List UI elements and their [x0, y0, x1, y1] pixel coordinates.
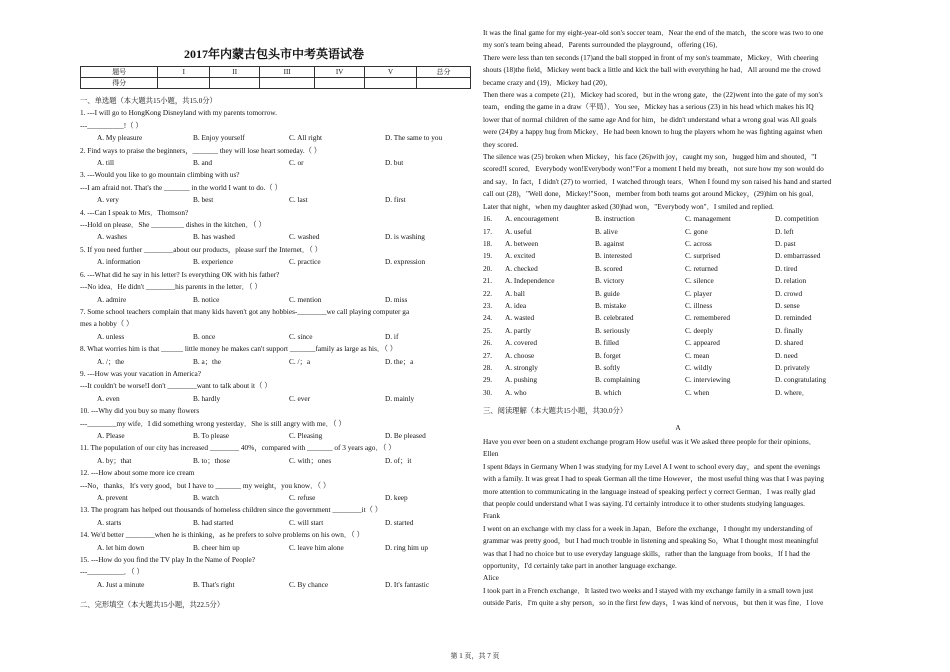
cloze-option[interactable]: B. which: [595, 387, 622, 397]
cloze-option[interactable]: C. mean: [685, 350, 710, 360]
reading-line: outside Paris．I'm quite a shy person，so in the first few days，I was kind of nervous，but then it was fine．I love: [483, 598, 824, 608]
question-item: [80, 269, 468, 306]
cloze-option[interactable]: D. finally: [775, 325, 803, 335]
question-item: [80, 405, 468, 442]
answer-option[interactable]: C. since: [289, 331, 313, 341]
score-cell: 题号: [81, 67, 158, 78]
answer-option[interactable]: A. by；that: [97, 455, 132, 465]
reading-line: I went on an exchange with my class for a week in Japan．Before the exchange，I thought my understanding of: [483, 523, 813, 533]
question-text: ---__________!（ ）: [80, 120, 143, 130]
question-item: [80, 504, 468, 529]
question-item: [80, 207, 468, 244]
question-text: ---I am afraid not. That's the _______ in the world I want to do.（ ）: [80, 182, 282, 192]
reading-line: grammar was pretty good，but I had much trouble in listening and speaking So，What I thought most meaningful: [483, 536, 819, 546]
cloze-option[interactable]: A. useful: [505, 226, 532, 236]
cloze-option-row: [483, 312, 873, 324]
answer-options: [80, 455, 468, 467]
question-text: 5. If you need further ________about our products，please surf the Internet．（ ）: [80, 244, 322, 254]
cloze-option[interactable]: A. excited: [505, 251, 535, 261]
cloze-option-row: [483, 387, 873, 399]
question-text: 7. Some school teachers complain that many kids haven't got any hobbies-________we call playing computer ga: [80, 306, 410, 316]
section-2-heading: 二、完形填空（本大题共15小题，共22.5分）: [80, 600, 225, 610]
right-column: [483, 0, 873, 610]
score-table-header-row: [81, 67, 471, 78]
answer-options: [80, 194, 468, 206]
cloze-option[interactable]: D. relation: [775, 276, 807, 286]
cloze-line: call out (28)，"Well done，Mickey!"Soon，member from both teams got around Mickey，(29)him on his goal．: [483, 189, 819, 199]
reading-line: I spent 8days in Germany When I was studying for my Level A I went to school every day，and spent the evenings: [483, 461, 821, 471]
answer-options: [80, 294, 468, 306]
cloze-option-row: [483, 350, 873, 362]
answer-option[interactable]: D. Be pleased: [385, 430, 426, 440]
cloze-option-row: [483, 238, 873, 250]
cloze-line: lower that of normal children of the same age And for him，he didn't understand what a wrong goal was All goals: [483, 114, 817, 124]
score-table-score-row: [81, 78, 471, 89]
cloze-option[interactable]: A. encouragement: [505, 214, 559, 224]
question-text: 8. What worries him is that ______ little money he makes can't support _______family as large as his．（ ）: [80, 344, 397, 354]
answer-option[interactable]: B. notice: [193, 294, 220, 304]
cloze-option[interactable]: B. guide: [595, 288, 620, 298]
answer-option[interactable]: A. even: [97, 393, 120, 403]
cloze-line: There were less than ten seconds (17)and the ball stopped in front of my son's teammate，Mickey．With cheering: [483, 52, 819, 62]
cloze-line: The silence was (25) broken when Mickey，his face (26)with joy，caught my son，hugged him and shouted，"I: [483, 152, 817, 162]
answer-option[interactable]: D. but: [385, 158, 404, 168]
cloze-line: Later that night，when my daughter asked (30)had won，"Everybody won"．I smiled and replied.: [483, 201, 774, 211]
cloze-number: 22.: [483, 288, 493, 298]
answer-options: [80, 542, 468, 554]
question-text: 3. ---Would you like to go mountain climbing with us?: [80, 170, 240, 180]
cloze-number: 21.: [483, 276, 493, 286]
question-item: [80, 442, 468, 467]
cloze-line: my son's team being ahead．Parents surrounded the playground，offering (16)．: [483, 40, 723, 50]
reading-line: more attention to communicating in the language instead of speaking perfect y correct German．I was really glad: [483, 486, 816, 496]
cloze-option[interactable]: B. forget: [595, 350, 621, 360]
cloze-option[interactable]: D. congratulating: [775, 375, 827, 385]
cloze-option[interactable]: C. surprised: [685, 251, 721, 261]
answer-options: [80, 231, 468, 243]
score-cell: 得分: [81, 78, 158, 89]
multiple-choice-questions: [80, 107, 468, 591]
answer-option[interactable]: B. best: [193, 195, 214, 205]
answer-option[interactable]: D. of；it: [385, 455, 412, 465]
answer-option[interactable]: A. till: [97, 158, 115, 168]
cloze-option[interactable]: C. player: [685, 288, 712, 298]
reading-passage-label: A: [675, 422, 681, 432]
answer-option[interactable]: B. a；the: [193, 356, 221, 366]
question-text: ---Hold on please．She _________ dishes in the kitchen．（ ）: [80, 220, 266, 230]
cloze-option-row: [483, 300, 873, 312]
answer-options: [80, 492, 468, 504]
cloze-option[interactable]: A. idea: [505, 300, 527, 310]
question-item: [80, 467, 468, 504]
question-item: [80, 107, 468, 144]
cloze-option[interactable]: A. covered: [505, 338, 538, 348]
cloze-option-row: [483, 263, 873, 275]
question-item: [80, 368, 468, 405]
answer-option[interactable]: D. keep: [385, 493, 408, 502]
cloze-option-row: [483, 250, 873, 262]
cloze-option-row: [483, 226, 873, 238]
cloze-option-row: [483, 275, 873, 287]
answer-option[interactable]: C. All right: [289, 133, 323, 143]
answer-options: [80, 579, 468, 591]
cloze-option[interactable]: D. left: [775, 226, 794, 236]
answer-option[interactable]: A. unless: [97, 331, 125, 341]
answer-option[interactable]: D. expression: [385, 257, 426, 267]
answer-option[interactable]: A. admire: [97, 294, 127, 304]
answer-option[interactable]: B. has washed: [193, 232, 235, 242]
cloze-option[interactable]: C. deeply: [685, 325, 713, 335]
answer-option[interactable]: D. ring him up: [385, 542, 428, 552]
cloze-option-row: [483, 213, 873, 225]
cloze-option[interactable]: C. appeared: [685, 338, 720, 348]
answer-option[interactable]: A. Just a minute: [97, 579, 145, 589]
score-cell: 总分: [417, 67, 471, 78]
cloze-number: 29.: [483, 375, 493, 385]
answer-option[interactable]: A. information: [97, 257, 141, 267]
question-text: 15. ---How do you find the TV play In the Name of People?: [80, 555, 256, 565]
question-text: ---It couldn't be worse!I don't ________want to talk about it（ ）: [80, 381, 272, 391]
reading-line: was that I had no choice but to use everyday language skills，rather than the language from books．If I had the: [483, 548, 811, 558]
question-text: ---No，thanks．It's very good，but I have to _______ my weight，you know．（ ）: [80, 480, 331, 490]
answer-option[interactable]: B. Enjoy yourself: [193, 133, 245, 143]
cloze-option[interactable]: B. victory: [595, 276, 625, 286]
cloze-option[interactable]: D. need: [775, 350, 798, 360]
cloze-option-row: [483, 362, 873, 374]
cloze-number: 18.: [483, 238, 493, 248]
answer-option[interactable]: A. Please: [97, 430, 125, 440]
answer-option[interactable]: C. with；ones: [289, 455, 332, 465]
cloze-option[interactable]: B. alive: [595, 226, 618, 236]
question-text: 14. We'd better ________when he is thinking，as he prefers to solve problems on his own．（ ）: [80, 530, 364, 540]
cloze-option[interactable]: B. against: [595, 238, 625, 248]
answer-option[interactable]: B. had started: [193, 517, 234, 527]
question-text: 12. ---How about some more ice cream: [80, 468, 195, 478]
answer-option[interactable]: B. to；those: [193, 455, 230, 465]
answer-option[interactable]: C. or: [289, 158, 304, 168]
cloze-number: 19.: [483, 251, 493, 261]
score-cell: [315, 78, 365, 89]
answer-option[interactable]: C. practice: [289, 257, 321, 267]
score-cell: [417, 78, 471, 89]
question-item: [80, 244, 468, 269]
answer-option[interactable]: D. first: [385, 195, 406, 205]
answer-options: [80, 517, 468, 529]
cloze-option[interactable]: D. embarrassed: [775, 251, 821, 261]
cloze-option[interactable]: A. partly: [505, 325, 531, 335]
cloze-line: scored!I scored．Everybody won!Everybody won!"For a moment I held my breath，not sure how my son would do: [483, 164, 824, 174]
reading-line: Alice: [483, 573, 499, 583]
cloze-option[interactable]: A. checked: [505, 263, 538, 273]
answer-option[interactable]: C. refuse: [289, 493, 316, 502]
reading-line: with a family. It was great I had to speak German all the time However，the most useful thing was that I was paying: [483, 474, 824, 484]
answer-option[interactable]: D. started: [385, 517, 414, 527]
cloze-option[interactable]: A. choose: [505, 350, 535, 360]
answer-options: [80, 331, 468, 343]
cloze-number: 27.: [483, 350, 493, 360]
cloze-line: and say．In fact，I didn't (27) to worried．I watched through tears．When I found my son raised his hand and started: [483, 176, 832, 186]
section-3-heading: 三、阅读理解（本大题共15小题，共30.0分）: [483, 406, 628, 416]
score-table: [80, 66, 471, 89]
reading-line: that people could understand what I was saying. I'd certainly introduce it to other students studying languages.: [483, 499, 805, 509]
reading-line: opportunity，I'd certainly take part in another language exchange.: [483, 561, 677, 571]
answer-option[interactable]: A. washes: [97, 232, 127, 242]
answer-option[interactable]: B. To please: [193, 430, 230, 440]
cloze-number: 17.: [483, 226, 493, 236]
answer-option[interactable]: B. hardly: [193, 393, 221, 403]
cloze-option[interactable]: C. returned: [685, 263, 718, 273]
cloze-passage: [483, 27, 873, 213]
cloze-option[interactable]: D. where．: [775, 387, 810, 397]
question-text: ---No idea．He didn't ________his parents in the letter．（ ）: [80, 282, 262, 292]
cloze-option-row: [483, 337, 873, 349]
answer-options: [80, 356, 468, 368]
cloze-option[interactable]: D. tired: [775, 263, 798, 273]
score-cell: III: [260, 67, 315, 78]
score-cell: II: [210, 67, 260, 78]
answer-option[interactable]: D. It's fantastic: [385, 579, 430, 589]
question-text: 13. The program has helped out thousands of homeless children since the government ________it（ ）: [80, 505, 383, 515]
answer-options: [80, 393, 468, 405]
answer-option[interactable]: B. experience: [193, 257, 234, 267]
cloze-option[interactable]: C. wildly: [685, 362, 713, 372]
cloze-option[interactable]: D. privately: [775, 362, 810, 372]
answer-option[interactable]: D. the；a: [385, 356, 414, 366]
answer-option[interactable]: D. The same to you: [385, 133, 443, 143]
answer-option[interactable]: A. /；the: [97, 356, 125, 366]
cloze-option[interactable]: B. filled: [595, 338, 619, 348]
answer-option[interactable]: A. starts: [97, 517, 122, 527]
cloze-option[interactable]: D. competition: [775, 214, 819, 224]
score-cell: [260, 78, 315, 89]
score-cell: [210, 78, 260, 89]
answer-option[interactable]: D. is washing: [385, 232, 425, 242]
answer-option[interactable]: C. last: [289, 195, 308, 205]
question-item: [80, 343, 468, 368]
cloze-line: It was the final game for my eight-year-old son's soccer team．Near the end of the match，the score was two to one: [483, 28, 824, 37]
left-column: [80, 0, 468, 612]
cloze-options: [483, 213, 873, 399]
question-text: 4. ---Can I speak to Mrs．Thomson?: [80, 207, 189, 217]
answer-options: [80, 157, 468, 169]
score-cell: IV: [315, 67, 365, 78]
question-item: [80, 529, 468, 554]
cloze-option[interactable]: C. interviewing: [685, 375, 731, 385]
cloze-option[interactable]: A. ball: [505, 288, 525, 298]
cloze-option[interactable]: C. when: [685, 387, 710, 397]
cloze-number: 20.: [483, 263, 493, 273]
cloze-option[interactable]: D. sense: [775, 300, 800, 310]
question-text: 10. ---Why did you buy so many flowers: [80, 406, 200, 416]
cloze-option[interactable]: D. crowd: [775, 288, 803, 298]
answer-option[interactable]: A. let him down: [97, 542, 145, 552]
cloze-option[interactable]: B. seriously: [595, 325, 630, 335]
answer-option[interactable]: C. By chance: [289, 579, 329, 589]
reading-line: I took part in a French exchange．It lasted two weeks and I stayed with my exchange family in a small town just: [483, 585, 814, 595]
answer-options: [80, 132, 468, 144]
answer-options: [80, 256, 468, 268]
cloze-option[interactable]: B. scored: [595, 263, 623, 273]
cloze-option[interactable]: C. silence: [685, 276, 714, 286]
cloze-line: Then there was a compete (21)．Mickey had scored，but in the wrong gate，the (22)went into the gate of my son's: [483, 90, 823, 100]
cloze-line: they scored.: [483, 139, 519, 149]
cloze-number: 16.: [483, 214, 493, 224]
answer-option[interactable]: C. Pleasing: [289, 430, 323, 440]
score-cell: I: [158, 67, 210, 78]
answer-option[interactable]: C. will start: [289, 517, 324, 527]
cloze-option[interactable]: C. across: [685, 238, 712, 248]
page-footer: 第 1 页，共 7 页: [450, 652, 500, 660]
cloze-number: 30.: [483, 387, 493, 397]
question-text: 1. ---I will go to HongKong Disneyland with my parents tomorrow.: [80, 108, 277, 118]
question-text: 9. ---How was your vacation in America?: [80, 368, 201, 378]
answer-option[interactable]: B. watch: [193, 493, 219, 502]
cloze-option[interactable]: D. reminded: [775, 313, 812, 323]
cloze-option[interactable]: C. illness: [685, 300, 713, 310]
answer-option[interactable]: C. mention: [289, 294, 322, 304]
cloze-option[interactable]: D. shared: [775, 338, 803, 348]
cloze-line: became crazy and (19)．Mickey had (20)．: [483, 77, 613, 87]
cloze-option[interactable]: B. softly: [595, 362, 621, 372]
answer-option[interactable]: B. cheer him up: [193, 542, 240, 552]
cloze-option[interactable]: A. Independence: [505, 276, 555, 286]
question-text: ---__________．（ ）: [80, 567, 144, 577]
answer-option[interactable]: B. once: [193, 331, 216, 341]
section-1-heading: 一、单选题（本大题共15小题，共15.0分）: [80, 96, 217, 105]
question-item: [80, 169, 468, 206]
cloze-number: 24.: [483, 313, 493, 323]
answer-option[interactable]: A. My pleasure: [97, 133, 143, 143]
answer-option[interactable]: D. miss: [385, 294, 408, 304]
cloze-option-row: [483, 374, 873, 386]
answer-option[interactable]: C. leave him alone: [289, 542, 344, 552]
answer-options: [80, 430, 468, 442]
question-item: [80, 145, 468, 170]
reading-line: Ellen: [483, 449, 499, 459]
cloze-option[interactable]: C. gone: [685, 226, 708, 236]
reading-passage: [483, 436, 873, 610]
question-text: 2. Find ways to praise the beginners，_______ they will lose heart someday.（ ）: [80, 145, 322, 155]
cloze-number: 25.: [483, 325, 493, 335]
cloze-number: 28.: [483, 362, 493, 372]
cloze-option[interactable]: C. remembered: [685, 313, 730, 323]
cloze-option[interactable]: A. wasted: [505, 313, 535, 323]
cloze-option[interactable]: A. pushing: [505, 375, 538, 385]
exam-title: 2017年内蒙古包头市中考英语试卷: [183, 47, 364, 61]
cloze-number: 26.: [483, 338, 493, 348]
cloze-option[interactable]: A. strongly: [505, 362, 538, 372]
question-text: mes a hobby（ ）: [80, 319, 134, 329]
cloze-option[interactable]: B. instruction: [595, 214, 635, 224]
cloze-line: were (24)by a happy hug from Mickey．He had been known to hug the players whom he was fighting against when: [483, 127, 823, 137]
answer-option[interactable]: A. very: [97, 195, 119, 205]
cloze-option[interactable]: B. interested: [595, 251, 632, 261]
cloze-option-row: [483, 288, 873, 300]
answer-option[interactable]: A. prevent: [97, 493, 128, 502]
reading-line: Have you ever been on a student exchange program How useful was it We asked three people for their opinions．: [483, 437, 817, 446]
cloze-option[interactable]: B. complaining: [595, 375, 640, 385]
answer-option[interactable]: D. mainly: [385, 393, 415, 403]
reading-line: Frank: [483, 511, 501, 521]
question-item: [80, 554, 468, 591]
cloze-option[interactable]: D. past: [775, 238, 796, 248]
answer-option[interactable]: D. if: [385, 331, 399, 341]
cloze-line: shouts (18)the field，Mickey went back a little and kick the ball with everything he had．All around me the crowd: [483, 65, 821, 75]
cloze-option[interactable]: B. celebrated: [595, 313, 634, 323]
question-item: [80, 306, 468, 343]
cloze-option-row: [483, 325, 873, 337]
answer-option[interactable]: B. That's right: [193, 579, 235, 589]
answer-option[interactable]: C. /；a: [289, 356, 311, 366]
cloze-option[interactable]: A. between: [505, 238, 539, 248]
question-text: ---________my wife．I did something wrong yesterday．She is still angry with me．（ ）: [80, 418, 346, 428]
cloze-option[interactable]: C. management: [685, 214, 731, 224]
cloze-option[interactable]: A. who: [505, 387, 527, 397]
score-cell: [365, 78, 417, 89]
answer-option[interactable]: C. ever: [289, 393, 311, 403]
answer-option[interactable]: B. and: [193, 158, 213, 168]
cloze-number: 23.: [483, 300, 493, 310]
question-text: 11. The population of our city has increased ________ 40%，compared with _______ of 3 years ago．（ ）: [80, 443, 396, 453]
cloze-line: team，ending the game in a draw（平局）．You see，Mickey has a serious (23) in his head which makes his IQ: [483, 102, 814, 112]
answer-option[interactable]: C. washed: [289, 232, 320, 242]
question-text: 6. ---What did he say in his letter? Is everything OK with his father?: [80, 269, 280, 279]
score-cell: [158, 78, 210, 89]
cloze-option[interactable]: B. mistake: [595, 300, 627, 310]
score-cell: V: [365, 67, 417, 78]
